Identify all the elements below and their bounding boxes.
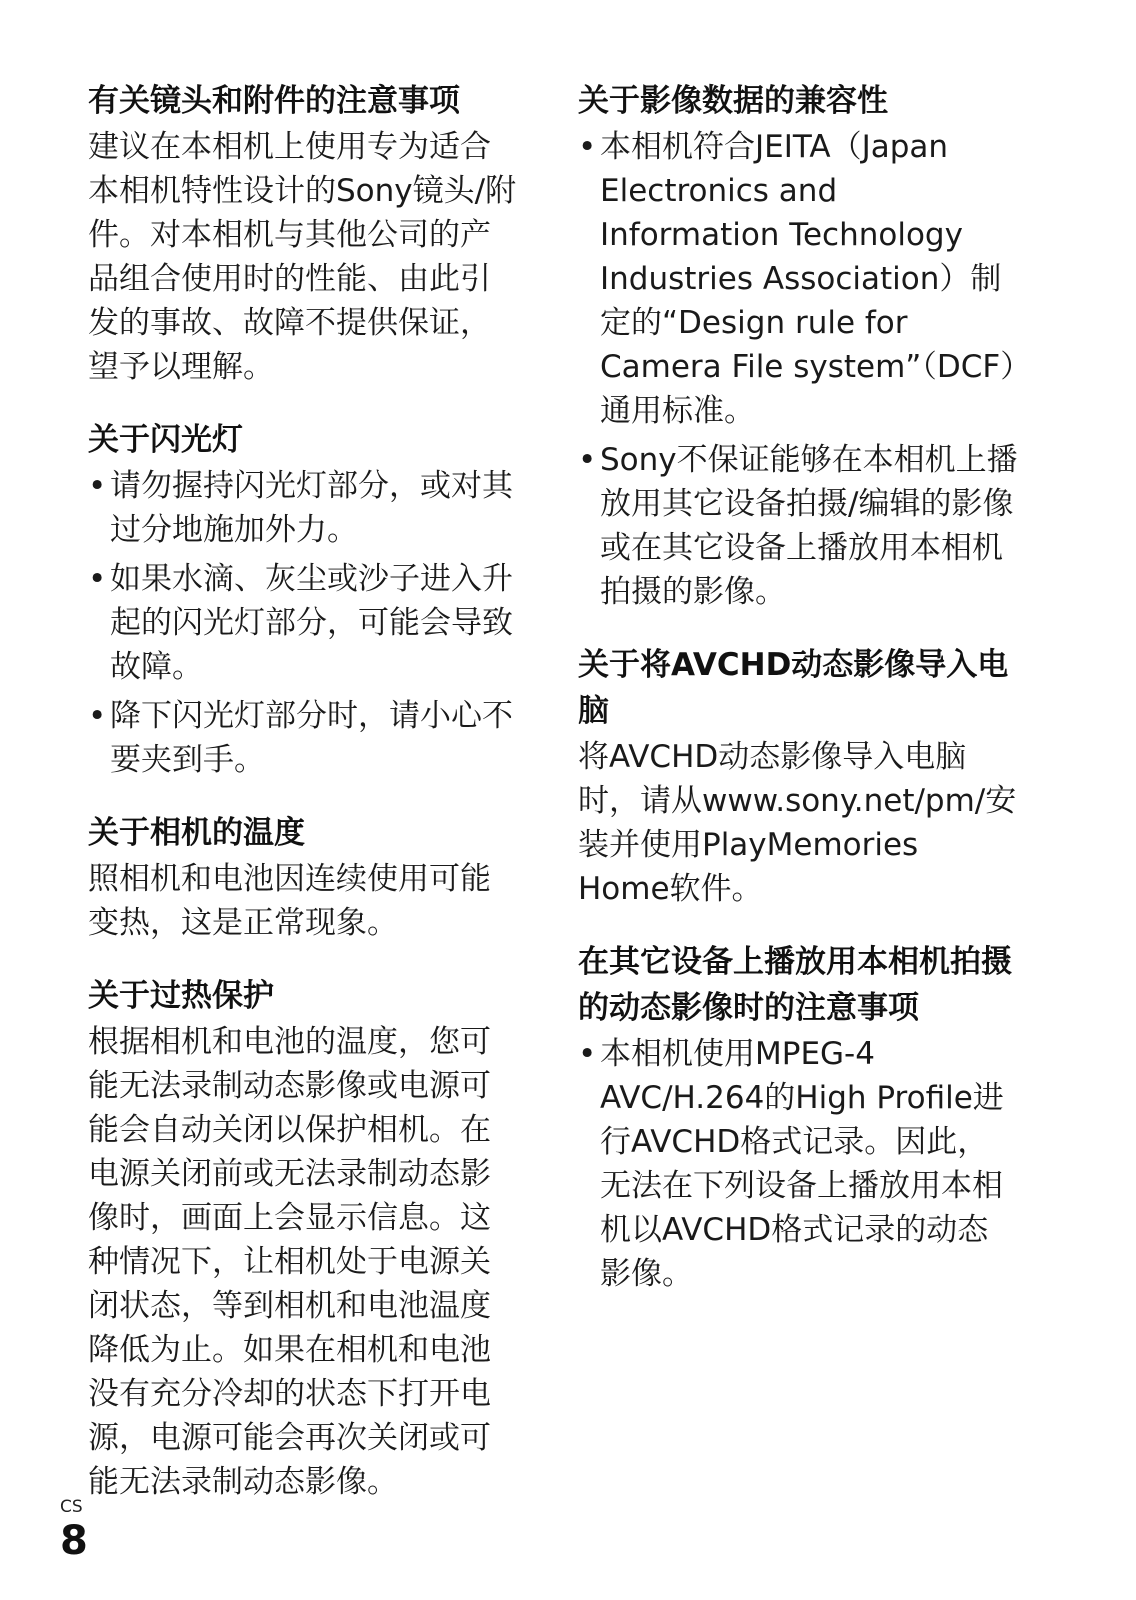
- section-heading: 有关镜头和附件的注意事项: [88, 83, 460, 119]
- section-heading: 关于影像数据的兼容性: [578, 83, 888, 119]
- section-lens-accessories: [88, 78, 518, 389]
- section-paragraph: 将AVCHD动态影像导入电脑时，请从www.sony.net/pm/安装并使用PlayMemories Home软件。: [578, 739, 1017, 907]
- bullet-list: [578, 125, 1018, 614]
- bullet-list: [88, 464, 518, 782]
- section-paragraph: 根据相机和电池的温度，您可能无法录制动态影像或电源可能会自动关闭以保护相机。在电源关闭前或无法录制动态影像时，画面上会显示信息。这种情况下，让相机处于电源关闭状态，等到相机和电池温度降低为止。如果在相机和电池没有充分冷却的状态下打开电源，电源可能会再次关闭或可能无法录制动态影像。: [88, 1024, 491, 1500]
- bullet-item: • 请勿握持闪光灯部分，或对其过分地施加外力。: [88, 464, 518, 552]
- left-column: [88, 78, 518, 1532]
- section-paragraph: 建议在本相机上使用专为适合本相机特性设计的Sony镜头/附件。对本相机与其他公司的产品组合使用时的性能、由此引发的事故、故障不提供保证，望予以理解。: [88, 129, 517, 385]
- page-number: 8: [60, 1518, 88, 1564]
- section-playback-other-devices: [578, 939, 1018, 1296]
- bullet-item: • 本相机符合JEITA（Japan Electronics and Information Technology Industries Association）制定的“Design rule for Camera File system”（DCF）通用标准。: [578, 125, 1018, 433]
- right-column: [578, 78, 1018, 1324]
- bullet-list: [578, 1032, 1018, 1296]
- section-heading: 关于过热保护: [88, 978, 274, 1014]
- page-language-code: CS: [60, 1497, 83, 1517]
- bullet-item: • 本相机使用MPEG-4 AVC/H.264的High Profile进行AVCHD格式记录。因此，无法在下列设备上播放用本相机以AVCHD格式记录的动态影像。: [578, 1032, 1018, 1296]
- section-overheat-protection: [88, 973, 518, 1504]
- section-heading: 关于相机的温度: [88, 815, 305, 851]
- bullet-item: • 如果水滴、灰尘或沙子进入升起的闪光灯部分，可能会导致故障。: [88, 557, 518, 689]
- bullet-item: • 降下闪光灯部分时，请小心不要夹到手。: [88, 694, 518, 782]
- bullet-item: • Sony不保证能够在本相机上播放用其它设备拍摄/编辑的影像或在其它设备上播放用本相机拍摄的影像。: [578, 438, 1018, 614]
- section-flash: [88, 417, 518, 782]
- section-paragraph: 照相机和电池因连续使用可能变热，这是正常现象。: [88, 861, 491, 941]
- section-heading: 在其它设备上播放用本相机拍摄的动态影像时的注意事项: [578, 944, 1012, 1026]
- section-heading: 关于闪光灯: [88, 422, 243, 458]
- section-camera-temperature: [88, 810, 518, 945]
- section-avchd-import: [578, 642, 1018, 911]
- section-image-compatibility: [578, 78, 1018, 614]
- section-heading: 关于将AVCHD动态影像导入电脑: [578, 647, 1009, 729]
